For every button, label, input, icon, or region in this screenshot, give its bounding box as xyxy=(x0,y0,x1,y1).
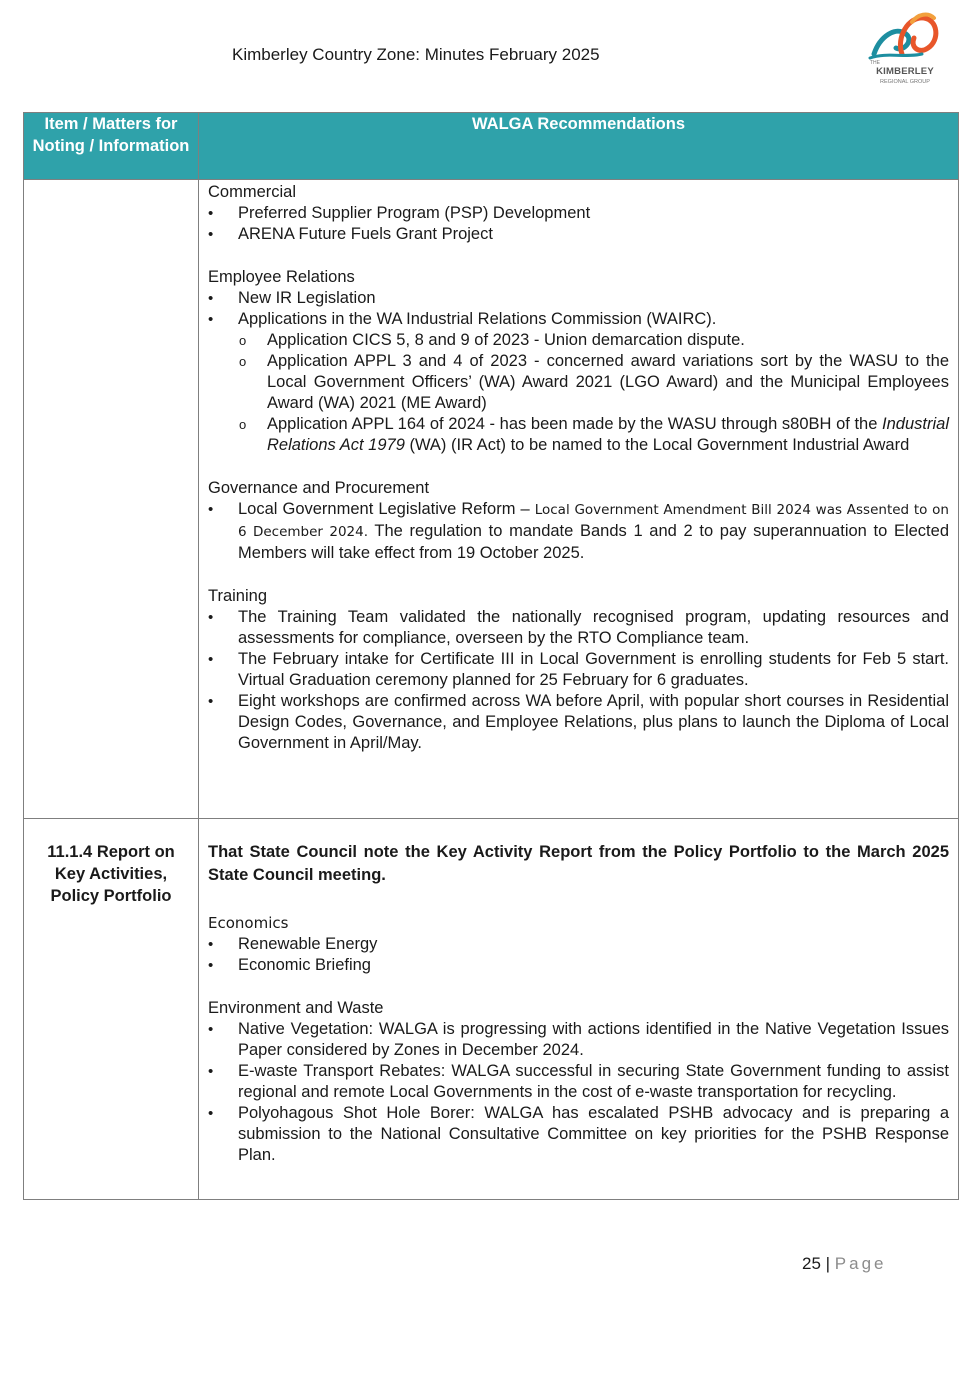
page-label: Page xyxy=(834,1254,887,1273)
list-item: • Eight workshops are confirmed across WA before April, with popular short courses in Residential Design Codes, Governance, and Employee Relations, plus plans to launch the Diploma of Local Government in April/May. xyxy=(208,691,949,754)
document-header-title: Kimberley Country Zone: Minutes February 2025 xyxy=(232,45,600,64)
item-cell xyxy=(24,819,199,1200)
act-title-italic: Industrial Relations Act 1979 xyxy=(267,415,949,454)
sub-list-item: o Application CICS 5, 8 and 9 of 2023 - Union demarcation dispute. xyxy=(238,330,949,351)
page-number: 25 xyxy=(802,1254,821,1273)
recommendation-text: That State Council note the Key Activity Report from the Policy Portfolio to the March 2025 State Council meeting. xyxy=(208,843,949,884)
list-item: • The Training Team validated the nationally recognised program, updating resources and assessments for compliance, overseen by the RTO Compliance team. xyxy=(208,607,949,649)
logo-sub-text: REGIONAL GROUP xyxy=(880,79,930,85)
section-heading-governance: Governance and Procurement xyxy=(208,479,430,497)
section-heading-environment: Environment and Waste xyxy=(208,999,384,1017)
governance-list xyxy=(208,499,949,564)
list-item-text: The regulation to mandate Bands 1 and 2 to pay superannuation to Elected Members will take effect from 19 October 2025. xyxy=(238,522,949,562)
employee-relations-list xyxy=(208,288,949,456)
table-header-row xyxy=(24,113,959,180)
list-item: • Renewable Energy xyxy=(208,934,949,955)
sub-item-text: Application APPL 164 of 2024 - has been made by the WASU through s80BH of the xyxy=(267,415,883,433)
page-footer xyxy=(802,1254,887,1274)
logo-the-text: THE xyxy=(870,60,880,66)
table-row xyxy=(24,819,959,1200)
economics-list xyxy=(208,934,949,976)
section-heading-commercial: Commercial xyxy=(208,183,297,201)
list-item-text: Local Government Legislative Reform – xyxy=(238,500,535,518)
list-item: • ARENA Future Fuels Grant Project xyxy=(208,224,949,245)
section-heading-economics: Economics xyxy=(208,914,289,932)
list-item: • Polyohagous Shot Hole Borer: WALGA has escalated PSHB advocacy and is preparing a submission to the National Consultative Committee on key priorities for the PSHB Response Plan. xyxy=(208,1103,949,1166)
commercial-list xyxy=(208,203,949,245)
sub-list-item: o Application APPL 3 and 4 of 2023 - concerned award variations sort by the WASU to the Local Government Officers’ (WA) Award 2021 (LGO Award) and the Municipal Employees Award (WA) 2021 (ME Award) xyxy=(238,351,949,414)
table-row xyxy=(24,180,959,819)
recommendations-cell xyxy=(199,819,959,1200)
training-list xyxy=(208,607,949,754)
wairc-sub-list xyxy=(238,330,949,456)
environment-list xyxy=(208,1019,949,1166)
logo-name-text: KIMBERLEY xyxy=(876,66,934,77)
recommendations-cell xyxy=(199,180,959,819)
list-item: • E-waste Transport Rebates: WALGA successful in securing State Government funding to assist regional and remote Local Governments in the cost of e-waste transportation for recycling. xyxy=(208,1061,949,1103)
kimberley-logo xyxy=(866,8,946,90)
list-item: • Preferred Supplier Program (PSP) Development xyxy=(208,203,949,224)
item-cell-empty xyxy=(24,180,199,819)
list-item: • Native Vegetation: WALGA is progressing with actions identified in the Native Vegetation Issues Paper considered by Zones in December 2024. xyxy=(208,1019,949,1061)
list-item xyxy=(208,499,949,564)
section-heading-employee-relations: Employee Relations xyxy=(208,268,355,286)
page-separator: | xyxy=(820,1254,835,1273)
section-heading-training: Training xyxy=(208,587,267,605)
sub-list-item xyxy=(238,414,949,456)
bill-assent-text: Local Government Amendment Bill 2024 was Assented to on 6 December 2024. xyxy=(238,502,949,540)
list-item-text: Applications in the WA Industrial Relations Commission (WAIRC). xyxy=(238,310,717,328)
logo-swirl-icon xyxy=(866,8,946,66)
list-item: • The February intake for Certificate III in Local Government is enrolling students for Feb 5 start. Virtual Graduation ceremony planned for 25 February for 6 graduates. xyxy=(208,649,949,691)
recommendations-table xyxy=(23,112,959,1200)
column-header-recommendations: WALGA Recommendations xyxy=(199,113,959,180)
list-item xyxy=(208,309,949,456)
sub-item-text: (WA) (IR Act) to be named to the Local Government Industrial Award xyxy=(404,436,910,454)
list-item: • Economic Briefing xyxy=(208,955,949,976)
item-label-policy-portfolio: 11.1.4 Report on Key Activities, Policy Portfolio xyxy=(47,843,175,905)
list-item: • New IR Legislation xyxy=(208,288,949,309)
column-header-item: Item / Matters for Noting / Information xyxy=(24,113,199,180)
